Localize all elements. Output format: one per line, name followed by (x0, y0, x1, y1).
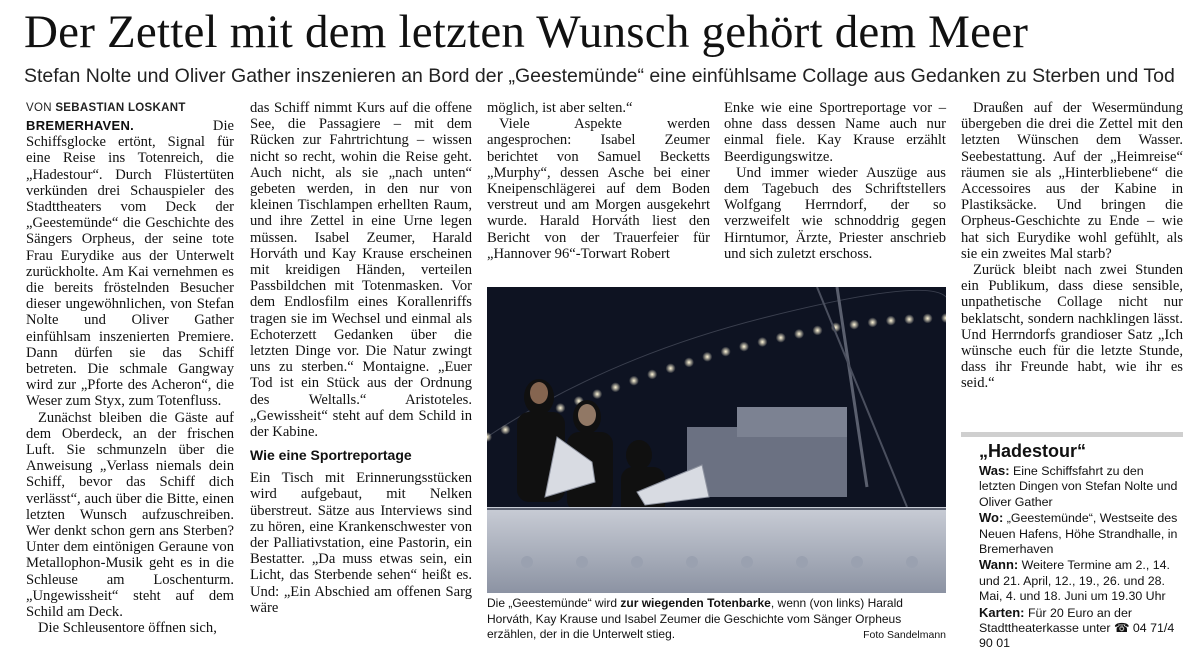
article-column-4 (724, 100, 946, 262)
deck-light (555, 403, 565, 413)
porthole (576, 556, 588, 568)
paragraph: Enke wie eine Sportreportage vor – ohne dass dessen Name auch nur einmal fiele. Kay Krause erzählt Beerdigungswitze. (724, 100, 946, 165)
deck-light (666, 363, 676, 373)
info-entry-text: Eine Schiffsfahrt zu den letzten Dingen von Stefan Nolte und Oliver Gather (979, 464, 1178, 509)
deck-light (647, 369, 657, 379)
info-entry-label: Was: (979, 463, 1010, 478)
porthole (851, 556, 863, 568)
porthole (521, 556, 533, 568)
byline (26, 100, 234, 116)
info-entry-label: Wo: (979, 510, 1004, 526)
article-column-2 (250, 100, 472, 616)
info-entry-text: Weitere Termine am 2., 14. und 21. April, 12., 19., 26. und 28. Mai, 4. und 18. Juni um 19.30 Uhr (979, 558, 1170, 604)
deck-light (611, 382, 621, 392)
paragraph: möglich, ist aber selten.“ (487, 100, 633, 116)
deck-light (500, 425, 510, 435)
info-box-title: „Hadestour“ (979, 441, 1087, 461)
info-entry (979, 557, 1183, 604)
byline-prefix: VON (26, 102, 52, 114)
porthole (686, 556, 698, 568)
caption-text: , wenn (von links) Harald Horváth, Kay Krause und Isabel Zeumer die Geschichte vom Sänger Orpheus erzählen, der in die Unterwelt stieg. (487, 596, 903, 641)
caption-text: Die „Geestemünde“ wird (487, 596, 621, 610)
paragraph: Und immer wieder Auszüge aus dem Tagebuch des Schriftstellers Wolfgang Herrndorf, der so verzweifelt wie schnoddrig gegen Hirntumor, Ärzte, Priester anschrieb und sich zuletzt erschoss. (724, 164, 946, 262)
paragraph-text: Die Schiffsglocke ertönt, Signal für eine Reise ins Totenreich, die „Hadestour“. Durch Flüstertüten verkünden drei Schauspieler des Stadttheaters vom Deck der „Geestemünde“ die Geschichte des Sängers Orpheus, der seine tote Frau Eurydike aus der Unterwelt zurückholte. Am Kai vernehmen es die bereits fröstelnden Besucher dieser ungewöhnlichen, von Stefan Nolte und Oliver Gather einfühlsam inszenierten Premiere. Dann dürfen sie das Schiff betreten. Die schmale Gangway wird zur „Pforte des Acheron“, die Weser zum Styx, zum Totenfluss. (26, 118, 234, 410)
article-photo (487, 287, 946, 593)
deck-light (849, 320, 859, 330)
info-entry-text: Für 20 Euro an der Stadttheaterkasse unter ☎ 04 71/4 90 01 (979, 605, 1175, 651)
porthole (631, 556, 643, 568)
headline: Der Zettel mit dem letzten Wunsch gehört dem Meer (24, 6, 1029, 58)
photo-credit: Foto Sandelmann (863, 629, 946, 641)
deck-light (904, 314, 914, 324)
deck-light (757, 337, 767, 347)
paragraph: das Schiff nimmt Kurs auf die offene See, die Passagiere – mit dem Rücken zur Fahrtrichtung – wissen nicht so recht, wohin die Reise geht. Auch nicht, als sie „nach unten“ gebeten werden, in den nur von kleinen Tischlampen erhellten Raum, und ihre Zettel in eine Urne legen müssen. Isabel Zeumer, Harald Horváth und Kay Krause erscheinen mit kreidigen Händen, verteilen Passbildchen mit Totenmasken. Vor dem Endlosfilm eines Korallenriffs tragen sie im Wechsel und einmal als Echoterzett Gedanken über die letzten Dinge vor. Die Natur zwingt uns zu sterben.“ Montaigne. „Euer Tod ist ein Stück aus der Ordnung des Weltalls.“ Aristoteles. „Gewissheit“ steht auf dem Schild in der Kabine. (250, 100, 472, 441)
info-entry (979, 510, 1183, 557)
paragraph: Zunächst bleiben die Gäste auf dem Oberdeck, an der frischen Luft. Sie schmunzeln über die Anweisung „Verlass niemals dein Schiff, bevor das Schiff dich verlässt“, auch über die Bitte, einen letzten Wunsch aufzuschreiben. Wer denkt schon gern ans Sterben? Unter dem eintönigen Geraune von Metallophon-Musik geht es in die Schleuse am Loschenturm. „Ungewissheit“ steht auf dem Schild am Deck. (26, 409, 234, 621)
paragraph: Zurück bleibt nach zwei Stunden ein Publikum, dass diese sensible, unpathetische Collage nicht nur beklatscht, sondern nachklingen lässt. Und Herrndorfs grandioser Satz „Ich wünsche euch für die letzte Stunde, dass ihr Freunde habt, wie ihr es seid.“ (961, 262, 1183, 392)
porthole (906, 556, 918, 568)
deck-light (592, 389, 602, 399)
paragraph: Ein Tisch mit Erinnerungsstücken wird aufgebaut, mit Nelken überstreut. Sätze aus Interviews sind zu hören, eine Krankenschwester von der Palliativstation, eine Pastorin, ein Bestatter. „Da muss etwas sein, ein Licht, das Sterbende sehen“ heißt es. Und: „Ein Abschied am offenen Sarg wäre (250, 470, 472, 616)
crosshead: Wie eine Sportreportage (250, 447, 412, 464)
deck-light (776, 333, 786, 343)
info-entry (979, 463, 1183, 510)
byline-author: SEBASTIAN LOSKANT (55, 102, 186, 114)
porthole (796, 556, 808, 568)
deck-light (813, 325, 823, 335)
caption-highlight: zur wiegenden Totenbarke (620, 596, 771, 610)
dateline: BREMERHAVEN. (26, 118, 135, 133)
porthole (741, 556, 753, 568)
info-box-entries (979, 463, 1183, 652)
deck-light (721, 347, 731, 357)
deck-light (702, 352, 712, 362)
deck-light (684, 357, 694, 367)
info-entry-label: Wann: (979, 557, 1019, 573)
deck-light (923, 313, 933, 323)
deck-light (739, 342, 749, 352)
article-column-5 (961, 100, 1183, 392)
info-box (961, 432, 1183, 652)
article-column-1 (26, 100, 234, 637)
ship-deck-photo-illustration (487, 287, 946, 593)
paragraph: Die Schleusentore öffnen sich, (38, 620, 217, 637)
deck-light (886, 316, 896, 326)
paragraph (26, 118, 234, 410)
deck-light (868, 317, 878, 327)
info-box-rule (961, 432, 1183, 437)
deck-light (794, 329, 804, 339)
info-entry-text: „Geestemünde“, Westseite des Neuen Hafens, Höhe Strandhalle, in Bremerhaven (979, 511, 1178, 557)
info-entry-label: Karten: (979, 604, 1025, 620)
photo-caption (487, 596, 946, 644)
paragraph: Draußen auf der Wesermündung übergeben die drei die Zettel mit den letzten Wünschen dem Wasser. Seebestattung. Auf der „Heimreise“ räumen sie als „Hinterbliebene“ die Accessoires aus der Kabine in Plastiksäcke. Und bringen die Orpheus-Geschichte zu Ende – wie hat sich Eurydike wohl gefühlt, als sie ein zweites Mal starb? (961, 100, 1183, 262)
subheadline: Stefan Nolte und Oliver Gather inszenieren an Bord der „Geestemünde“ eine einfühlsame Collage aus Gedanken zu Sterben und Tod (24, 65, 1175, 87)
paragraph: Viele Aspekte werden angesprochen: Isabel Zeumer berichtet von Samuel Becketts „Murphy“, dessen Asche bei einer Kneipenschlägerei auf dem Boden verstreut und am Morgen ausgekehrt wurde. Harald Horváth liest den Bericht von der Trauerfeier für „Hannover 96“-Torwart Robert (487, 116, 710, 262)
info-entry (979, 605, 1183, 652)
deck-light (629, 376, 639, 386)
article-column-3 (487, 100, 710, 262)
